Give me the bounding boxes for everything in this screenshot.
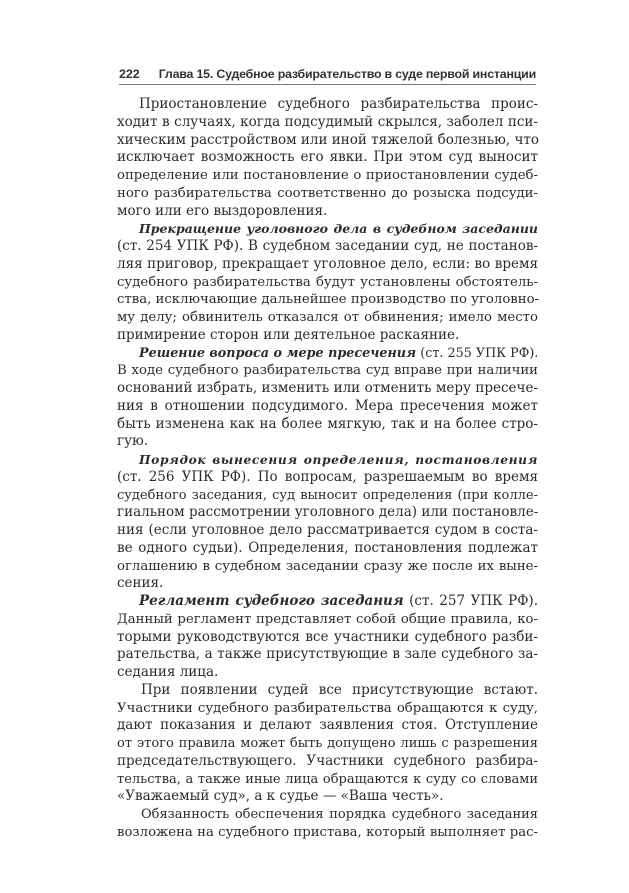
section-heading: Регламент судебного заседания bbox=[139, 593, 404, 609]
heading-tail: (ст. 255 УПК РФ). bbox=[416, 345, 539, 361]
page-body bbox=[117, 96, 538, 842]
section-heading: Решение вопроса о мере пресечения bbox=[139, 345, 417, 361]
text-line: председательствующего. Участники судебного разбира- bbox=[117, 752, 538, 769]
text-line: дают показания и делают заявления стоя. Отступление bbox=[117, 717, 538, 734]
text-line: сения. bbox=[117, 575, 164, 592]
chapter-title: Глава 15. Судебное разбирательство в суде первой инстанции bbox=[158, 67, 536, 81]
text-line: При появлении судей все присутствующие встают. bbox=[141, 681, 538, 698]
text-line: тельства, а также иные лица обращаются к суду со словами bbox=[117, 771, 538, 787]
text-line: возложена на судебного пристава, который выполняет рас- bbox=[117, 824, 538, 840]
text-line: (ст. 254 УПК РФ). В судебном заседании суд, не постанов- bbox=[117, 238, 538, 254]
text-line: Участники судебного разбирательства обращаются к суду, bbox=[117, 700, 538, 716]
text-line: оглашению в судебном заседании сразу же после их выне- bbox=[117, 558, 538, 574]
text-line: торыми руководствуются все участники судебного разби- bbox=[117, 628, 538, 645]
text-line: ного разбирательства соответственно до розыска подсуди- bbox=[117, 185, 538, 201]
text-line: ния в отношении подсудимого. Мера пресечения может bbox=[117, 397, 538, 414]
section-heading: Прекращение уголовного дела в судебном заседании bbox=[139, 221, 538, 237]
text-line: примирение сторон или деятельное раскаяние. bbox=[117, 326, 460, 343]
text-line: хическим расстройством или иной тяжелой болезнью, что bbox=[117, 131, 539, 148]
page-number: 222 bbox=[119, 67, 140, 81]
text-line: Приостановление судебного разбирательства проис- bbox=[139, 96, 538, 112]
text-line: ния (если уголовное дело рассматривается судом в соста- bbox=[117, 522, 538, 538]
text-line: В ходе судебного разбирательства суд вправе при наличии bbox=[117, 363, 538, 379]
text-line: оснований избрать, изменить или отменить меру пресече- bbox=[117, 380, 538, 396]
text-line: Данный регламент представляет собой общие правила, ко- bbox=[117, 611, 538, 627]
text-line: исключает возможность его явки. При этом суд выносит bbox=[117, 149, 538, 166]
text-line: гиальном рассмотрении уголовного дела) или постановле- bbox=[117, 504, 539, 521]
text-line: судебного заседания, суд выносит определения (при колле- bbox=[117, 487, 538, 503]
running-header bbox=[119, 67, 536, 81]
text-line: ляя приговор, прекращает уголовное дело, если: во время bbox=[117, 255, 538, 272]
header-rule bbox=[119, 84, 536, 85]
text-line: Обязанность обеспечения порядка судебного заседания bbox=[141, 807, 538, 822]
section-heading-line bbox=[117, 345, 538, 363]
text-line: от этого правила может быть допущено лишь с разрешения bbox=[117, 736, 538, 751]
text-line: определение или постановление о приостановлении судеб- bbox=[117, 168, 538, 183]
section-heading: Порядок вынесения определения, постановления bbox=[139, 452, 538, 467]
text-line: мого или его выздоровления. bbox=[117, 202, 328, 219]
text-line: ходит в случаях, когда подсудимый скрылся, заболел пси- bbox=[117, 113, 538, 130]
text-line: ства, исключающие дальнейшее производство по уголовно- bbox=[117, 292, 540, 308]
text-line: «Уважаемый суд», а к судье — «Ваша честь». bbox=[117, 788, 444, 805]
text-line: ве одного судьи). Определения, постановления подлежат bbox=[117, 539, 538, 556]
text-line: рательства, а также присутствующие в зале судебного за- bbox=[117, 646, 538, 663]
text-line: му делу; обвинитель отказался от обвинения; имело место bbox=[117, 310, 538, 325]
section-heading-line bbox=[117, 593, 538, 611]
text-line: седания лица. bbox=[117, 664, 219, 680]
text-line: гую. bbox=[117, 433, 149, 450]
text-line: быть изменена как на более мягкую, так и на более стро- bbox=[117, 415, 538, 432]
text-line: (ст. 256 УПК РФ). По вопросам, разрешаемым во время bbox=[117, 468, 538, 485]
text-line: судебного разбирательства будут установлены обстоятель- bbox=[117, 274, 538, 290]
heading-tail: (ст. 257 УПК РФ). bbox=[403, 593, 538, 609]
